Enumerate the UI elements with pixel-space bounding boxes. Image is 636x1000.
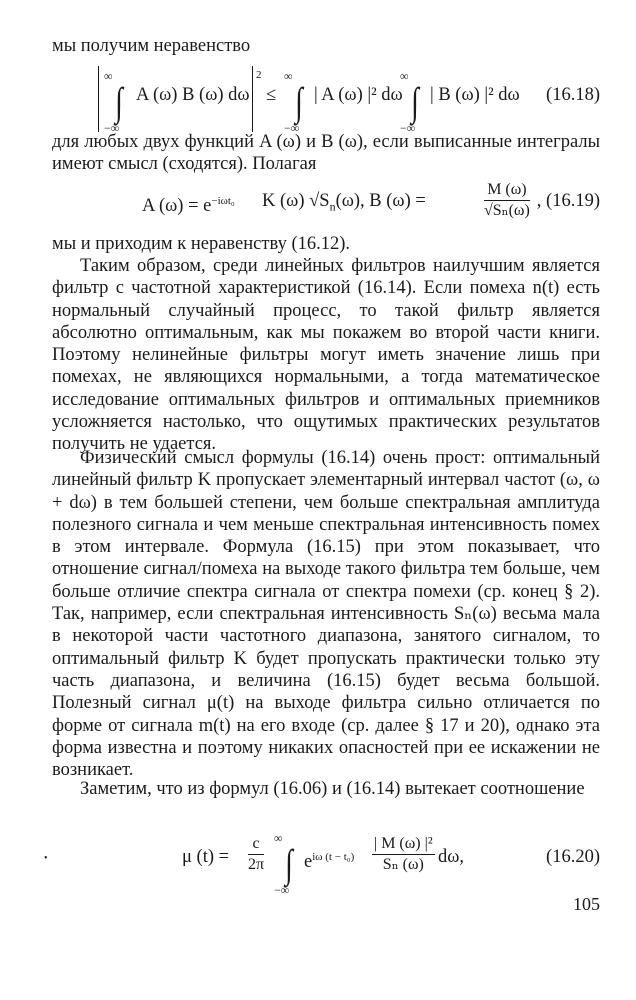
abs-bar-right: [252, 66, 253, 132]
eq-16-18-lhs: A (ω) B (ω) dω: [136, 85, 250, 105]
eq-16-20-fraction: $\frac{\text{| M (ω) |²}}{\text{Sₙ (ω)}}$: [374, 835, 433, 873]
integral-sign: ∞ ∫ −∞: [104, 69, 123, 135]
page-number: 105: [573, 894, 600, 914]
leq-sign: ≤: [266, 85, 277, 105]
paragraph-c: Таким образом, среди линейных фильтров наилучшим является фильтр с частотной характеристикой (16.14). Если помеха n(t) есть нормальный случайный процесс, то такой фильтр является абсолютно оптимальным, как мы покажем во второй части книги. Поэтому нелинейные фильтры могут иметь значение лишь при помехах, не являющихся нормальными, а тогда математическое исследование оптимальных фильтров и оптимальных приемников усложняется настолько, что ощутимых практических результатов получить не удается.: [52, 256, 600, 455]
eq-16-20-tail: dω,: [438, 847, 465, 867]
equation-number: (16.20): [546, 847, 600, 867]
paragraph-b: мы и приходим к неравенству (16.12).: [52, 234, 351, 254]
integral-sign: ∞ ∫ −∞: [274, 831, 293, 897]
eq-16-20-lhs: μ (t) =: [182, 847, 230, 867]
equation-16-20: [44, 822, 600, 897]
paragraph-d: Физический смысл формулы (16.14) очень прост: оптимальный линейный фильтр K пропускает элементарный интервал частот (ω, ω + dω) в тем большей степени, чем больше спектральная амплитуда полезного сигнала и чем меньше спектральная интенсивность помех в этом интервале. Формула (16.15) при этом показывает, что отношение сигнал/помеха на выходе такого фильтра тем больше, чем больше отличие спектра сигнала от спектра помехи (ср. конец § 2). Так, например, если спектральная интенсивность Sₙ(ω) весьма мала в некоторой части частотного диапазона, занятого сигналом, то оптимальный фильтр K будет пропускать практически только эту часть диапазона, и величина (16.15) будет весьма большой. Полезный сигнал μ(t) на выходе фильтра сильно отличается по форме от сигнала m(t) на его входе (ср. далее § 17 и 20), однако эта форма известна и поэтому никаких опасностей при ее искажении не возникает.: [52, 448, 600, 781]
integral-sign: ∞ ∫ −∞: [400, 69, 419, 135]
eq-16-20-coef: $\frac{c}{2\pi}$: [248, 835, 265, 873]
eq-16-20-exponential: $e^{i\omega (t - t_0)}$: [304, 851, 355, 873]
intro-line: мы получим неравенство: [52, 36, 251, 56]
square-exponent: 2: [256, 69, 262, 81]
bullet-dot: •: [44, 853, 48, 864]
eq-16-19-part2: K (ω) $√S_n(\omega)$, B (ω) =: [262, 191, 426, 214]
equation-number: , (16.19): [536, 191, 600, 211]
paragraph-a: для любых двух функций A (ω) и B (ω), если выписанные интегралы имеют смысл (сходятся). Полагая: [52, 132, 600, 175]
equation-16-18: [52, 66, 600, 135]
eq-16-18-rhs1: | A (ω) |² dω: [314, 85, 403, 105]
integral-sign: ∞ ∫ −∞: [284, 69, 303, 135]
eq-16-18-rhs2: | B (ω) |² dω: [430, 85, 520, 105]
equation-number: (16.18): [546, 85, 600, 105]
equation-16-19: [52, 180, 600, 226]
eq-16-19-fraction: $\frac{M (\omega)}{\text{√Sₙ(ω)}}$: [484, 181, 530, 219]
paragraph-e: Заметим, что из формул (16.06) и (16.14) вытекает соотношение: [80, 779, 585, 799]
abs-bar-left: [98, 66, 99, 132]
eq-16-19-part1: A $(\omega) = e^{-i\omega t_0}$: [142, 195, 235, 217]
